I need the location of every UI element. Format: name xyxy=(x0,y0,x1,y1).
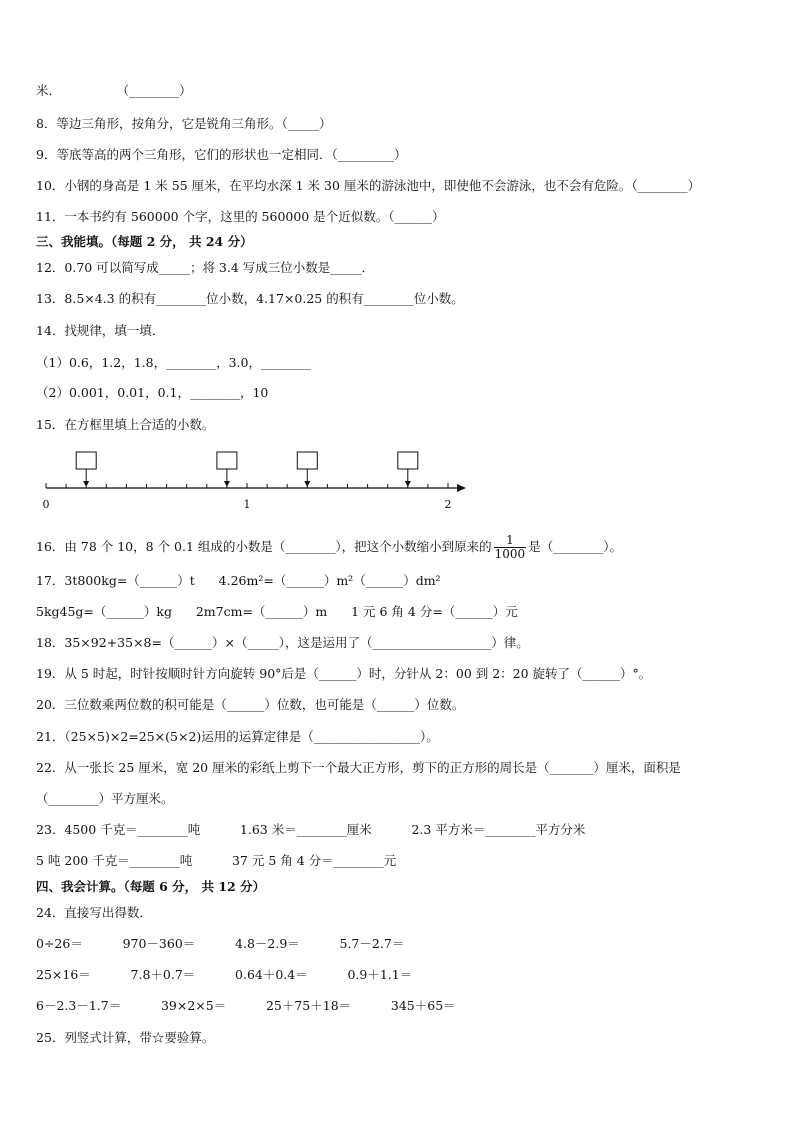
pointer-arrow-1 xyxy=(83,481,89,487)
calc-row-1: 0÷26＝ 970－360＝ 4.8－2.9＝ 5.7－2.7＝ xyxy=(36,936,405,951)
question-14: 14．找规律，填一填． xyxy=(36,323,165,338)
question-13: 13．8.5×4.3 的积有________位小数，4.17×0.25 的积有________位小数。 xyxy=(36,291,464,306)
tick-label-0: 0 xyxy=(42,498,50,511)
number-line-arrowhead xyxy=(457,484,466,492)
answer-box-1 xyxy=(76,452,96,469)
tick-label-2: 2 xyxy=(444,498,452,511)
question-12: 12．0.70 可以简写成_____；将 3.4 写成三位小数是_____． xyxy=(36,260,375,275)
section-3-heading: 三、我能填。（每题 2 分， 共 24 分） xyxy=(36,234,253,249)
question-23-line-2: 5 吨 200 千克＝________吨 37 元 5 角 4 分＝________元 xyxy=(36,853,397,868)
question-8: 8．等边三角形，按角分，它是锐角三角形。（_____） xyxy=(36,116,332,131)
question-19: 19．从 5 时起，时针按顺时针方向旋转 90°后是（______）时，分针从 2：00 到 2：20 旋转了（______）°。 xyxy=(36,666,652,681)
question-24: 24．直接写出得数． xyxy=(36,905,152,920)
question-21: 21．（25×5)×2=25×(5×2)运用的运算定律是（_________________）。 xyxy=(36,729,439,744)
question-9: 9．等底等高的两个三角形，它们的形状也一定相同．（_________） xyxy=(36,147,407,162)
question-14-part-2: （2）0.001，0.01，0.1，________，10 xyxy=(36,385,269,400)
answer-box-4 xyxy=(398,452,418,469)
question-17-line-1: 17．3t800kg=（______）t 4.26m²=（______）m²（______）dm² xyxy=(36,573,441,588)
tick-label-1: 1 xyxy=(243,498,251,511)
question-15: 15．在方框里填上合适的小数。 xyxy=(36,417,215,432)
question-23-line-1: 23．4500 千克＝________吨 1.63 米＝________厘米 2.3 平方米＝________平方分米 xyxy=(36,822,586,837)
pointer-arrow-3 xyxy=(304,481,310,487)
question-22-line-1: 22．从一张长 25 厘米，宽 20 厘米的彩纸上剪下一个最大正方形，剪下的正方形的周长是（_______）厘米，面积是 xyxy=(36,760,681,775)
fraction-one-thousandth: $\frac{1}{1000}$ xyxy=(494,533,526,561)
number-line-figure xyxy=(30,446,480,516)
question-14-part-1: （1）0.6，1.2，1.8，________，3.0，________ xyxy=(36,355,311,370)
question-11: 11．一本书约有 560000 个字，这里的 560000 是个近似数。（______） xyxy=(36,209,445,224)
calc-row-3: 6－2.3－1.7＝ 39×2×5＝ 25＋75＋18＝ 345＋65＝ xyxy=(36,998,456,1013)
question-18: 18．35×92+35×8=（______）×（_____），这是运用了（___________________）律。 xyxy=(36,635,529,650)
question-25: 25．列竖式计算，带☆要验算。 xyxy=(36,1030,215,1045)
answer-box-2 xyxy=(217,452,237,469)
pointer-arrow-2 xyxy=(224,481,230,487)
question-16: 16．由 78 个 10，8 个 0.1 组成的小数是（________），把这个小数缩小到原来的 $\frac{1}{1000}$ 是（________）。 xyxy=(36,533,622,561)
question-22-line-2: （________）平方厘米。 xyxy=(36,791,174,806)
question-20: 20．三位数乘两位数的积可能是（______）位数，也可能是（______）位数。 xyxy=(36,697,465,712)
pointer-arrow-4 xyxy=(405,481,411,487)
question-17-line-2: 5kg45g=（______）kg 2m7cm=（______）m 1 元 6 角 4 分=（______）元 xyxy=(36,604,518,619)
calc-row-2: 25×16＝ 7.8＋0.7＝ 0.64＋0.4＝ 0.9＋1.1＝ xyxy=(36,967,413,982)
answer-box-3 xyxy=(297,452,317,469)
question-7-tail: 米． （________） xyxy=(36,83,192,98)
question-10: 10．小钢的身高是 1 米 55 厘米，在平均水深 1 米 30 厘米的游泳池中，即使他不会游泳，也不会有危险。（________） xyxy=(36,178,701,193)
section-4-heading: 四、我会计算。（每题 6 分， 共 12 分） xyxy=(36,879,266,894)
